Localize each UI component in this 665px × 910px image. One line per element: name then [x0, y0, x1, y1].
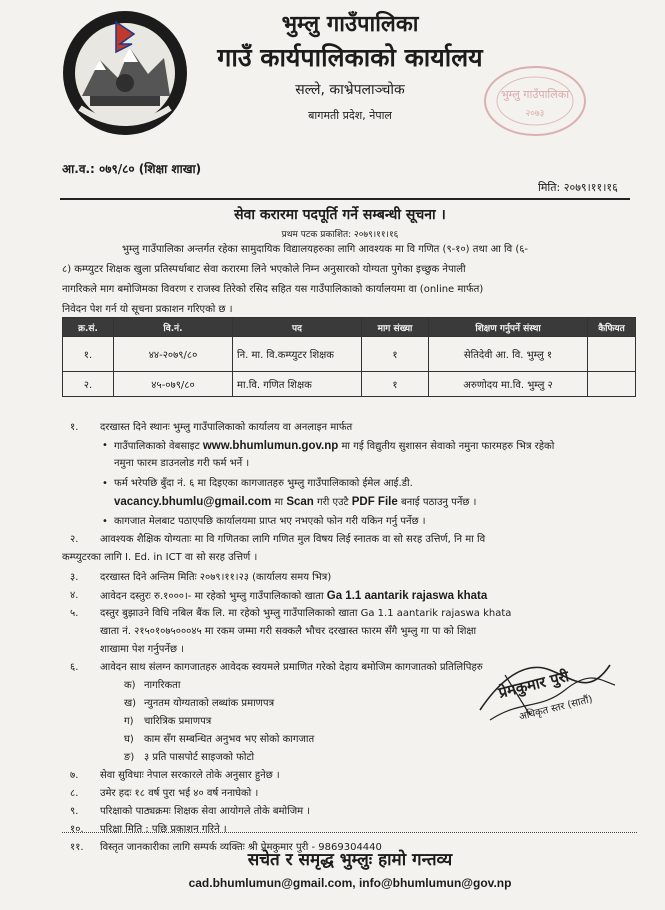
signature-icon [470, 640, 620, 740]
vacancy-email-link[interactable]: vacancy.bhumlu@gmail.com [114, 496, 272, 508]
cell-remarks [588, 372, 636, 397]
col-position: पद [233, 318, 362, 337]
table-header-row [63, 318, 636, 337]
footer-divider [62, 832, 637, 833]
province: बागमती प्रदेश, नेपाल [308, 109, 392, 122]
intro-line: नागरिकले माग बमोजिमका विवरण र राजस्व तिरेको रसिद सहित यस गाउँपालिकाको कार्यालयमा वा (online मार्फत) [62, 284, 484, 295]
signatory-name: प्रेमकुमार पुरी [496, 667, 571, 702]
intro-line: निवेदन पेश गर्न यो सूचना प्रकाशन गरिएको छ । [62, 304, 233, 315]
cell-institution: सेतिदेवी आ. वि. भुम्लु १ [429, 337, 588, 372]
svg-text:भुम्लु गाउँपालिका: भुम्लु गाउँपालिका [500, 88, 570, 101]
bullet-icon: • [102, 478, 108, 489]
vacancy-table [62, 317, 636, 397]
cell-ad-number: ४५-०७९/८० [114, 372, 233, 397]
cell-ad-number: ४४-२०७९/८० [114, 337, 233, 372]
government-emblem-icon [60, 8, 190, 138]
bullet-icon: • [102, 440, 108, 451]
fiscal-year: आ.व.: ०७९/८० (शिक्षा शाखा) [62, 162, 202, 176]
first-published: प्रथम पटक प्रकाशित: २०७९।११।१६ [281, 230, 399, 240]
col-ad-number: वि.नं. [114, 318, 233, 337]
intro-line: ८) कम्प्युटर शिक्षक खुला प्रतिस्पर्धाबाट सेवा करारमा लिने भएकोले निम्न अनुसारको योग्यता पुगेका इच्छुक नेपाली [62, 264, 466, 275]
notice-date: मिति: २०७९।११।१६ [538, 181, 618, 194]
footer-motto: सचेत र समृद्ध भुम्लुः हामो गन्तव्य [247, 850, 453, 870]
intro-line: भुम्लु गाउँपालिका अन्तर्गत रहेका सामुदायिक विद्यालयहरुका लागि आवश्यक मा वि गणित (९-१०) तथा आ वि (६- [122, 244, 529, 255]
notice-title: सेवा करारमा पदपूर्ति गर्ने सम्बन्धी सूचना । [234, 207, 446, 223]
col-institution: शिक्षण गर्नुपर्ने संस्था [429, 318, 588, 337]
cell-demand: १ [362, 337, 429, 372]
table-row [63, 372, 636, 397]
footer-emails: cad.bhumlumun@gmail.com, info@bhumlumun@gov.np [188, 876, 512, 890]
col-demand: माग संख्या [362, 318, 429, 337]
cell-serial: १. [63, 337, 114, 372]
cell-demand: १ [362, 372, 429, 397]
cell-institution: अरुणोदय मा.वि. भुम्लु २ [429, 372, 588, 397]
office-stamp-icon [480, 62, 590, 140]
notice-intro [62, 240, 627, 320]
svg-text:२०७३: २०७३ [525, 109, 545, 119]
bullet-icon: • [102, 516, 108, 527]
website-link[interactable]: www.bhumlumun.gov.np [202, 440, 339, 452]
cell-position: मा.वि. गणित शिक्षक [233, 372, 362, 397]
notice-page: भुम्लु गाउँपालिका गाउँ कार्यपालिकाको कार्यालय सल्ले, काभ्रेपलाञ्चोक बागमती प्रदेश, नेपाल भुम्लु गाउँपालिका २०७३ आ.व.: ०७९/८० (शिक्षा शाखा) मिति: २०७९।११।१६ सेवा करारमा पदपूर्ति गर्ने सम्बन्धी सूचना । प्रथम पटक प्रकाशित: २०७९।११।१६ भुम्लु गाउँपालिका अन्तर्गत रहेका सामुदायिक विद्यालयहरुका लागि आवश्यक मा वि गणित (९-१०) तथा आ वि (६- ८) कम्प्युटर शिक्षक खुला प्रतिस्पर्धाबाट सेवा करारमा लिने भएकोले निम्न अनुसारको योग्यता पुगेका इच्छुक नेपाली नागरिकले माग बमोजिमका विवरण र राजस्व तिरेको रसिद सहित यस गाउँपालिकाको कार्यालयमा वा (online मार्फत) निवेदन पेश गर्न यो सूचना प्रकाशन गरिएको छ । क्र.सं. वि.नं. पद माग संख्या शिक्षण गर्नुपर्ने संस्था कैफियत १. ४४-२०७९/८० नि. मा. वि.कम्प्युटर शिक्षक १ सेतिदेवी आ. वि. भुम्लु १ २. ४५-०७९/८० मा.वि. गणित शिक्षक १ अरुणोदय मा.वि. भुम्लु २ १. दरखास्त दिने स्थानः भुम्लु गाउँपालिकाको कार्यालय वा अनलाइन मार्फत • गाउँपालिकाको वेबसाइट www.bhumlumun.gov.np मा गई विद्युतीय सुशासन सेवाको नमुना फारमहरु भित्र रहेको नमुना फारम डाउनलोड गरी फर्म भर्ने । • फर्म भरेपछि बुँदा नं. ६ मा दिइएका कागजातहरु भुम्लु गाउँपालिकाको ईमेल आई.डी. vacancy.bhumlu@gmail.com मा Scan गरी एउटै PDF File बनाई पठाउनु पर्नेछ । • कागजात मेलबाट पठाएपछि कार्यालयमा प्राप्त भए नभएको फोन गरी यकिन गर्नु पर्नेछ । २. आवश्यक शैक्षिक योग्यताः मा वि गणितका लागि गणित मुल विषय लिई स्नातक वा सो सरह उत्तिर्ण, नि मा वि कम्प्युटरका लागि I. Ed. in ICT वा सो सरह उत्तिर्ण । ३. दरखास्त दिने अन्तिम मितिः २०७९।११।२३ (कार्यालय समय भित्र) ४. आवेदन दस्तुरः रु.१०००।- मा रहेको भुम्लु गाउँपालिकाको खाता Ga 1.1 aantarik rajaswa khata ५. दस्तुर बुझाउने विधि नबिल बैंक लि. मा रहेको भुम्लु गाउँपालिकाको खाता Ga 1.1 aantarik rajaswa khata खाता नं. २१५०१०७५०००४५ मा रकम जम्मा गरी सक्कलै भौचर दरखास्त फारम सँगै भुम्लु गा पा को शिक्षा शाखामा पेश गर्नुपर्नेछ । ६. आवेदन साथ संलग्न कागजातहरु आवेदक स्वयमले प्रमाणित गरेको देहाय बमोजिम कागजातको प्रतिलिपिहरु क) नागरिकता ख) न्युनतम योग्यताको लब्धांक प्रमाणपत्र ग) चारित्रिक प्रमाणपत्र घ) काम सँग सम्बन्धित अनुभव भए सोको कागजात ङ) ३ प्रति पासपोर्ट साइजको फोटो ७. सेवा सुविधाः नेपाल सरकारले तोके अनुसार हुनेछ । ८. उमेर हदः १८ वर्ष पुरा भई ४० वर्ष ननाघेको । ९. परिक्षाको पाठ्यक्रमः शिक्षक सेवा आयोगले तोके बमोजिम । १०. परिक्षा मिति : पछि प्रकाशन गरिने । ११. विस्तृत जानकारीका लागि सम्पर्क व्यक्तिः श्री प्रेमकुमार पुरी - 9869304440 प्रेमकुमार पुरी अधिकृत स्तर (सातौं) सचेत र समृद्ध भुम्लुः हामो गन्तव्य cad.bhumlumun@gmail.com, info@bhumlumun@gov.np [0, 0, 665, 910]
signatory-title: अधिकृत स्तर (सातौं) [518, 694, 594, 723]
cell-serial: २. [63, 372, 114, 397]
office-location: सल्ले, काभ्रेपलाञ्चोक [295, 82, 405, 98]
header-divider [60, 198, 630, 200]
col-remarks: कैफियत [588, 318, 636, 337]
municipality-name: भुम्लु गाउँपालिका [281, 12, 419, 37]
cell-position: नि. मा. वि.कम्प्युटर शिक्षक [233, 337, 362, 372]
table-row [63, 337, 636, 372]
col-serial: क्र.सं. [63, 318, 114, 337]
office-name: गाउँ कार्यपालिकाको कार्यालय [217, 43, 483, 72]
cell-remarks [588, 337, 636, 372]
